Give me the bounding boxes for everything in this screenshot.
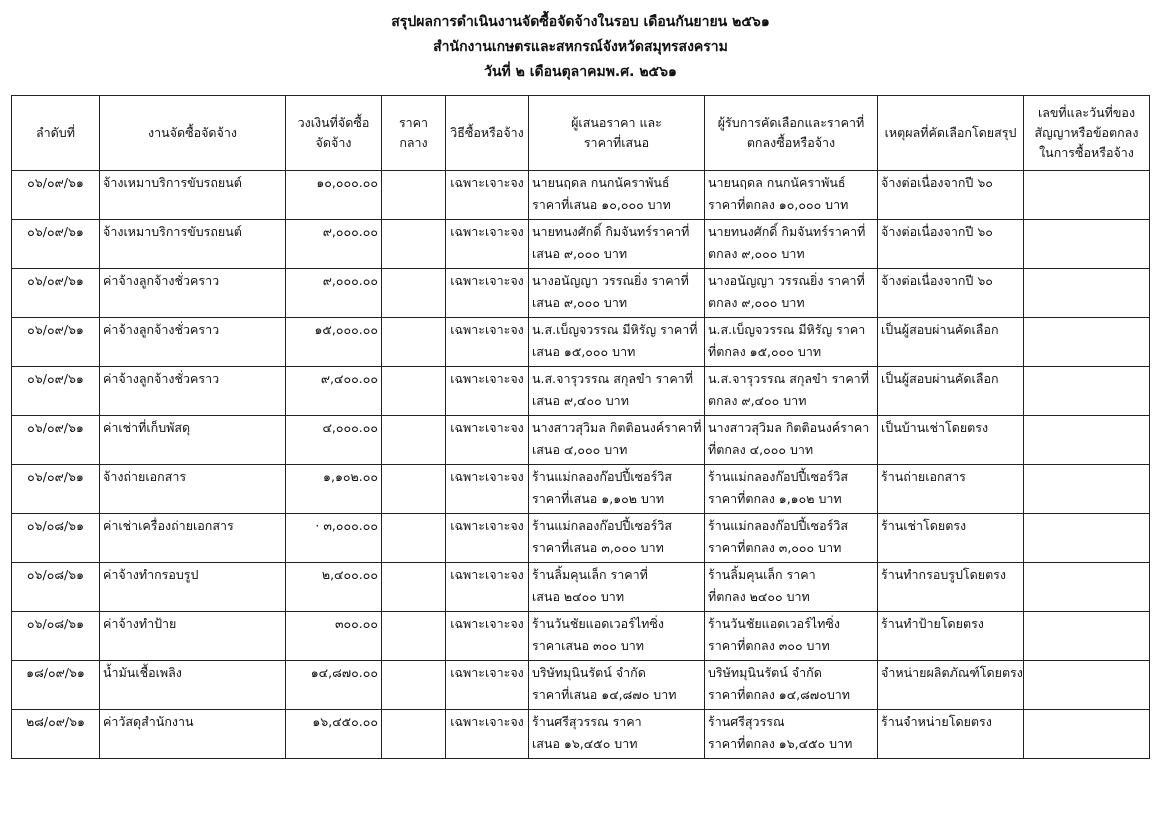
method-cell (446, 416, 529, 465)
winner-cell (705, 465, 878, 514)
col-header-mid-price: ราคากลาง (382, 96, 446, 171)
offer-cell (529, 661, 705, 710)
item-cell-text: ค่าจ้างลูกจ้างชั่วคราว (103, 273, 220, 288)
amount-cell (286, 171, 382, 220)
offer-cell (529, 416, 705, 465)
method-cell (446, 171, 529, 220)
winner-cell (705, 269, 878, 318)
reason-cell (878, 367, 1024, 416)
amount-cell-text: ๑๖,๔๕๐.๐๐ (312, 714, 378, 729)
date-cell-text: ๐๖/๐๙/๖๑ (27, 273, 84, 288)
mid-price-cell (382, 367, 446, 416)
agency-name: สำนักงานเกษตรและสหกรณ์จังหวัดสมุทรสงคราม (433, 39, 728, 55)
reason-cell-text: เป็นบ้านเช่าโดยตรง (881, 420, 989, 435)
offer-cell (529, 563, 705, 612)
reason-cell-text: ร้านเช่าโดยตรง (881, 518, 967, 533)
item-cell-text: ค่าจ้างทำป้าย (103, 616, 177, 631)
date-cell-text: ๐๖/๐๘/๖๑ (26, 518, 85, 533)
winner-cell (705, 612, 878, 661)
contract-cell (1024, 563, 1150, 612)
col-header-no: ลำดับที่ (12, 96, 100, 171)
method-cell (446, 612, 529, 661)
item-cell (100, 269, 286, 318)
item-cell (100, 710, 286, 759)
offer-cell-text: บริษัทมุนินรัตน์ จำกัด (532, 665, 646, 680)
reason-cell (878, 514, 1024, 563)
contract-cell (1024, 367, 1150, 416)
reason-cell (878, 612, 1024, 661)
date-cell (12, 367, 100, 416)
winner-cell (705, 220, 878, 269)
amount-cell-text: ๙,๐๐๐.๐๐ (322, 224, 378, 239)
date-cell-text: ๐๖/๐๙/๖๑ (27, 322, 84, 337)
mid-price-cell (382, 416, 446, 465)
table-row (12, 465, 1150, 514)
offer-cell (529, 710, 705, 759)
item-cell-text: จ้างถ่ายเอกสาร (103, 469, 187, 484)
col-header-budget: วงเงินที่จัดซื้อ จัดจ้าง (286, 96, 382, 171)
reason-cell (878, 416, 1024, 465)
report-date: วันที่ ๒ เดือนตุลาคมพ.ศ. ๒๕๖๑ (484, 64, 677, 80)
document-header (0, 10, 1161, 85)
table-row (12, 710, 1150, 759)
table-row (12, 318, 1150, 367)
winner-cell-text: ร้านวันชัยแอดเวอร์ไทซิ่ง (708, 616, 840, 631)
item-cell (100, 416, 286, 465)
offer-cell (529, 318, 705, 367)
contract-cell (1024, 171, 1150, 220)
method-cell-text: เฉพาะเจาะจง (450, 567, 524, 582)
mid-price-cell (382, 710, 446, 759)
reason-cell-text: เป็นผู้สอบผ่านคัดเลือก (881, 322, 999, 337)
winner-cell (705, 661, 878, 710)
winner-cell-text: น.ส.เบ็ญจวรรณ มีหิรัญ ราคา (708, 322, 866, 337)
offer-cell-text: เสนอ ๙,๐๐๐ บาท (532, 246, 628, 261)
date-cell-text: ๑๘/๐๙/๖๑ (26, 665, 85, 680)
reason-cell (878, 710, 1024, 759)
winner-cell-text: ตกลง ๙,๐๐๐ บาท (708, 295, 805, 310)
method-cell-text: เฉพาะเจาะจง (450, 322, 524, 337)
date-cell-text: ๐๖/๐๘/๖๑ (26, 567, 85, 582)
reason-cell-text: ร้านทำกรอบรูปโดยตรง (881, 567, 1006, 582)
contract-cell (1024, 318, 1150, 367)
header-row (12, 96, 1150, 171)
reason-cell-text: ร้านถ่ายเอกสาร (881, 469, 966, 484)
method-cell (446, 220, 529, 269)
item-cell (100, 465, 286, 514)
offer-cell-text: ร้านแม่กลองก๊อปปี้เซอร์วิส (532, 469, 672, 484)
winner-cell-text: บริษัทมุนินรัตน์ จำกัด (708, 665, 822, 680)
winner-cell (705, 514, 878, 563)
document-title: สรุปผลการดำเนินงานจัดซื้อจัดจ้างในรอบ เดือนกันยายน ๒๕๖๑ (391, 14, 770, 30)
mid-price-cell (382, 612, 446, 661)
winner-cell-text: ร้านแม่กลองก๊อปปี้เซอร์วิส (708, 469, 848, 484)
amount-cell-text: ๓๐๐.๐๐ (334, 616, 378, 631)
col-header-reason: เหตุผลที่คัดเลือกโดยสรุป (878, 96, 1024, 171)
reason-cell-text: ร้านทำป้ายโดยตรง (881, 616, 984, 631)
offer-cell (529, 514, 705, 563)
winner-cell (705, 563, 878, 612)
method-cell-text: เฉพาะเจาะจง (450, 371, 524, 386)
reason-cell-text: เป็นผู้สอบผ่านคัดเลือก (881, 371, 999, 386)
amount-cell-text: ๑๐,๐๐๐.๐๐ (316, 175, 378, 190)
winner-cell-text: นางอนัญญา วรรณยิ่ง ราคาที่ (708, 273, 865, 288)
item-cell (100, 563, 286, 612)
method-cell (446, 514, 529, 563)
item-cell (100, 171, 286, 220)
amount-cell (286, 367, 382, 416)
contract-cell (1024, 220, 1150, 269)
item-cell-text: ค่าจ้างลูกจ้างชั่วคราว (103, 322, 220, 337)
date-cell-text: ๐๖/๐๙/๖๑ (27, 224, 84, 239)
method-cell-text: เฉพาะเจาะจง (450, 469, 524, 484)
winner-cell-text: ตกลง ๙,๔๐๐ บาท (708, 393, 807, 408)
date-cell (12, 465, 100, 514)
date-cell (12, 661, 100, 710)
reason-cell-text: จ้างต่อเนื่องจากปี ๖๐ (881, 224, 993, 239)
method-cell-text: เฉพาะเจาะจง (450, 518, 524, 533)
date-cell (12, 514, 100, 563)
col-header-winner: ผู้รับการคัดเลือกและราคาที่ ตกลงซื้อหรือจ้าง (705, 96, 878, 171)
method-cell-text: เฉพาะเจาะจง (450, 175, 524, 190)
contract-cell (1024, 514, 1150, 563)
amount-cell (286, 465, 382, 514)
amount-cell (286, 661, 382, 710)
reason-cell (878, 318, 1024, 367)
winner-cell-text: ตกลง ๙,๐๐๐ บาท (708, 246, 805, 261)
winner-cell (705, 367, 878, 416)
offer-cell-text: นางสาวสุวิมล กิตติอนงค์ราคาที่ (532, 420, 702, 435)
method-cell-text: เฉพาะเจาะจง (450, 665, 524, 680)
contract-cell (1024, 269, 1150, 318)
winner-cell-text: ที่ตกลง ๒๔๐๐ บาท (708, 589, 810, 604)
method-cell (446, 367, 529, 416)
table-row (12, 416, 1150, 465)
offer-cell-text: เสนอ ๒๔๐๐ บาท (532, 589, 625, 604)
item-cell (100, 514, 286, 563)
offer-cell-text: ราคาที่เสนอ ๑๔,๘๗๐ บาท (532, 687, 677, 702)
winner-cell (705, 318, 878, 367)
offer-cell-text: น.ส.จารุวรรณ สกุลขำ ราคาที่ (532, 371, 693, 386)
amount-cell (286, 612, 382, 661)
offer-cell-text: ราคาที่เสนอ ๑๐,๐๐๐ บาท (532, 197, 671, 212)
item-cell-text: ค่าจ้างทำกรอบรูป (103, 567, 199, 582)
date-cell (12, 563, 100, 612)
col-header-item: งานจัดซื้อจัดจ้าง (100, 96, 286, 171)
procurement-table (11, 95, 1150, 759)
winner-cell-text: ร้านแม่กลองก๊อปปี้เซอร์วิส (708, 518, 848, 533)
amount-cell (286, 563, 382, 612)
offer-cell-text: เสนอ ๑๕,๐๐๐ บาท (532, 344, 636, 359)
col-header-offer: ผู้เสนอราคา และ ราคาที่เสนอ (529, 96, 705, 171)
amount-cell-text: · ๓,๐๐๐.๐๐ (315, 518, 378, 533)
offer-cell-text: นายนฤดล กนกนัคราพันธ์ (532, 175, 670, 190)
offer-cell-text: เสนอ ๙,๐๐๐ บาท (532, 295, 628, 310)
reason-cell (878, 269, 1024, 318)
amount-cell (286, 710, 382, 759)
winner-cell-text: นางสาวสุวิมล กิตติอนงค์ราคา (708, 420, 870, 435)
col-header-contract: เลขที่และวันที่ของ สัญญาหรือข้อตกลง ในการซื้อหรือจ้าง (1024, 96, 1150, 171)
date-cell (12, 416, 100, 465)
amount-cell-text: ๙,๐๐๐.๐๐ (322, 273, 378, 288)
date-cell (12, 318, 100, 367)
method-cell-text: เฉพาะเจาะจง (450, 224, 524, 239)
mid-price-cell (382, 514, 446, 563)
winner-cell-text: ราคาที่ตกลง ๑๔,๘๗๐บาท (708, 687, 851, 702)
offer-cell-text: น.ส.เบ็ญจวรรณ มีหิรัญ ราคาที่ (532, 322, 698, 337)
item-cell-text: ค่าเช่าเครื่องถ่ายเอกสาร (103, 518, 234, 533)
reason-cell (878, 465, 1024, 514)
winner-cell-text: นายทนงศักดิ์ กิมจันทร์ราคาที่ (708, 224, 866, 239)
amount-cell-text: ๑๔,๘๗๐.๐๐ (310, 665, 378, 680)
reason-cell-text: จำหน่ายผลิตภัณฑ์โดยตรง (881, 665, 1023, 680)
method-cell-text: เฉพาะเจาะจง (450, 273, 524, 288)
amount-cell (286, 318, 382, 367)
contract-cell (1024, 710, 1150, 759)
item-cell (100, 612, 286, 661)
reason-cell-text: ร้านจำหน่ายโดยตรง (881, 714, 992, 729)
date-cell (12, 171, 100, 220)
date-cell-text: ๐๖/๐๙/๖๑ (27, 469, 84, 484)
date-cell (12, 269, 100, 318)
item-cell (100, 367, 286, 416)
method-cell (446, 710, 529, 759)
table-row (12, 220, 1150, 269)
date-cell-text: ๐๖/๐๙/๖๑ (27, 420, 84, 435)
table-body (12, 171, 1150, 759)
offer-cell-text: นายทนงศักดิ์ กิมจันทร์ราคาที่ (532, 224, 690, 239)
date-cell (12, 612, 100, 661)
amount-cell (286, 416, 382, 465)
reason-cell (878, 220, 1024, 269)
method-cell (446, 465, 529, 514)
table-row (12, 612, 1150, 661)
item-cell-text: ค่าจ้างลูกจ้างชั่วคราว (103, 371, 220, 386)
item-cell-text: จ้างเหมาบริการขับรถยนต์ (103, 175, 242, 190)
offer-cell-text: ร้านวันชัยแอดเวอร์ไทซิ่ง (532, 616, 664, 631)
contract-cell (1024, 661, 1150, 710)
winner-cell-text: ราคาที่ตกลง ๑๐,๐๐๐ บาท (708, 197, 849, 212)
contract-cell (1024, 612, 1150, 661)
method-cell (446, 318, 529, 367)
mid-price-cell (382, 465, 446, 514)
item-cell-text: ค่าวัสดุสำนักงาน (103, 714, 194, 729)
method-cell (446, 563, 529, 612)
offer-cell (529, 220, 705, 269)
amount-cell (286, 220, 382, 269)
offer-cell (529, 367, 705, 416)
winner-cell (705, 416, 878, 465)
contract-cell (1024, 465, 1150, 514)
winner-cell-text: ที่ตกลง ๑๕,๐๐๐ บาท (708, 344, 822, 359)
method-cell-text: เฉพาะเจาะจง (450, 616, 524, 631)
offer-cell-text: ราคาเสนอ ๓๐๐ บาท (532, 638, 645, 653)
winner-cell-text: นายนฤดล กนกนัคราพันธ์ (708, 175, 846, 190)
winner-cell-text: ราคาที่ตกลง ๓๐๐ บาท (708, 638, 830, 653)
offer-cell-text: ราคาที่เสนอ ๓,๐๐๐ บาท (532, 540, 664, 555)
mid-price-cell (382, 318, 446, 367)
winner-cell-text: ราคาที่ตกลง ๑๖,๔๕๐ บาท (708, 736, 853, 751)
offer-cell (529, 269, 705, 318)
method-cell-text: เฉพาะเจาะจง (450, 420, 524, 435)
item-cell-text: ค่าเช่าที่เก็บพัสดุ (103, 420, 191, 435)
mid-price-cell (382, 171, 446, 220)
date-cell-text: ๐๖/๐๙/๖๑ (27, 371, 84, 386)
date-cell-text: ๐๖/๐๙/๖๑ (27, 175, 84, 190)
amount-cell (286, 514, 382, 563)
date-cell (12, 710, 100, 759)
item-cell (100, 220, 286, 269)
offer-cell-text: เสนอ ๙,๔๐๐ บาท (532, 393, 629, 408)
item-cell (100, 318, 286, 367)
offer-cell-text: เสนอ ๑๖,๔๕๐ บาท (532, 736, 638, 751)
method-cell (446, 269, 529, 318)
item-cell-text: จ้างเหมาบริการขับรถยนต์ (103, 224, 242, 239)
winner-cell (705, 710, 878, 759)
winner-cell-text: น.ส.จารุวรรณ สกุลขำ ราคาที่ (708, 371, 869, 386)
offer-cell-text: นางอนัญญา วรรณยิ่ง ราคาที่ (532, 273, 689, 288)
date-cell-text: ๒๘/๐๙/๖๑ (26, 714, 85, 729)
table-row (12, 661, 1150, 710)
reason-cell (878, 661, 1024, 710)
method-cell (446, 661, 529, 710)
reason-cell (878, 171, 1024, 220)
amount-cell-text: ๑,๑๐๒.๐๐ (323, 469, 378, 484)
amount-cell-text: ๒,๔๐๐.๐๐ (321, 567, 378, 582)
mid-price-cell (382, 661, 446, 710)
reason-cell-text: จ้างต่อเนื่องจากปี ๖๐ (881, 175, 993, 190)
reason-cell (878, 563, 1024, 612)
date-cell-text: ๐๖/๐๘/๖๑ (26, 616, 85, 631)
offer-cell-text: ร้านลิ้มคุนเล็ก ราคาที่ (532, 567, 648, 582)
table-row (12, 367, 1150, 416)
amount-cell-text: ๙,๔๐๐.๐๐ (320, 371, 378, 386)
method-cell-text: เฉพาะเจาะจง (450, 714, 524, 729)
winner-cell-text: ราคาที่ตกลง ๓,๐๐๐ บาท (708, 540, 842, 555)
winner-cell-text: ร้านลิ้มคุนเล็ก ราคา (708, 567, 816, 582)
amount-cell (286, 269, 382, 318)
table-row (12, 563, 1150, 612)
table-header (12, 96, 1150, 171)
mid-price-cell (382, 563, 446, 612)
amount-cell-text: ๑๕,๐๐๐.๐๐ (314, 322, 378, 337)
table-row (12, 514, 1150, 563)
winner-cell-text: ราคาที่ตกลง ๑,๑๐๒ บาท (708, 491, 842, 506)
winner-cell-text: ร้านศรีสุวรรณ (708, 714, 785, 729)
amount-cell-text: ๔,๐๐๐.๐๐ (322, 420, 378, 435)
mid-price-cell (382, 220, 446, 269)
date-cell (12, 220, 100, 269)
table-row (12, 171, 1150, 220)
item-cell-text: น้ำมันเชื้อเพลิง (103, 665, 182, 680)
col-header-method: วิธีซื้อหรือจ้าง (446, 96, 529, 171)
table-row (12, 269, 1150, 318)
winner-cell (705, 171, 878, 220)
mid-price-cell (382, 269, 446, 318)
offer-cell-text: ร้านแม่กลองก๊อปปี้เซอร์วิส (532, 518, 672, 533)
offer-cell-text: ร้านศรีสุวรรณ ราคา (532, 714, 642, 729)
offer-cell (529, 612, 705, 661)
offer-cell-text: เสนอ ๔,๐๐๐ บาท (532, 442, 628, 457)
item-cell (100, 661, 286, 710)
offer-cell (529, 465, 705, 514)
reason-cell-text: จ้างต่อเนื่องจากปี ๖๐ (881, 273, 993, 288)
offer-cell (529, 171, 705, 220)
contract-cell (1024, 416, 1150, 465)
winner-cell-text: ที่ตกลง ๔,๐๐๐ บาท (708, 442, 814, 457)
offer-cell-text: ราคาที่เสนอ ๑,๑๐๒ บาท (532, 491, 665, 506)
